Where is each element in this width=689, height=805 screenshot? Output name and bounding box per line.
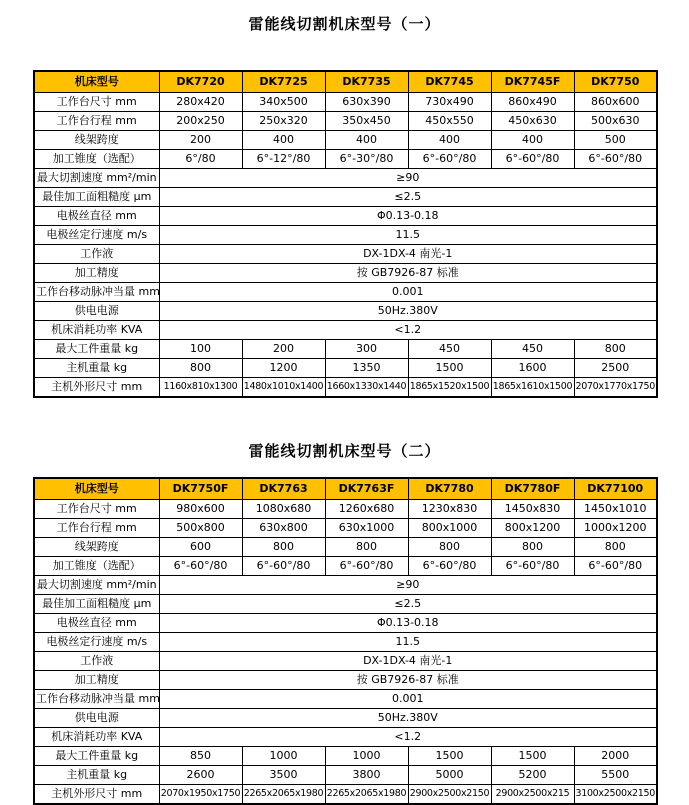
table-row	[34, 283, 657, 302]
value-cell: 1660x1330x1440	[325, 378, 408, 398]
model-header-cell: DK7725	[242, 71, 325, 93]
value-cell: 850	[159, 747, 242, 766]
merged-value-cell: ≥90	[159, 576, 657, 595]
row-label-cell: 最大工件重量 kg	[34, 747, 159, 766]
row-label-cell: 电极丝直径 mm	[34, 614, 159, 633]
merged-value-cell: ≤2.5	[159, 595, 657, 614]
table-row	[34, 652, 657, 671]
value-cell: 450	[491, 340, 574, 359]
value-cell: 860x600	[574, 93, 657, 112]
value-cell: 2000	[574, 747, 657, 766]
row-label-cell: 最佳加工面粗糙度 μm	[34, 188, 159, 207]
value-cell: 800	[574, 340, 657, 359]
value-cell: 6°-30°/80	[325, 150, 408, 169]
row-label-cell: 最大切割速度 mm²/min	[34, 576, 159, 595]
value-cell: 800	[408, 538, 491, 557]
value-cell: 400	[491, 131, 574, 150]
table-row	[34, 188, 657, 207]
value-cell: 6°-60°/80	[491, 150, 574, 169]
row-label-cell: 线架跨度	[34, 538, 159, 557]
value-cell: 800x1200	[491, 519, 574, 538]
value-cell: 1230x830	[408, 500, 491, 519]
model-header-cell: DK7750F	[159, 478, 242, 500]
table-row	[34, 264, 657, 283]
value-cell: 2265x2065x1980	[325, 785, 408, 805]
merged-value-cell: DX-1DX-4 南光-1	[159, 652, 657, 671]
value-cell: 6°-60°/80	[242, 557, 325, 576]
table-row	[34, 595, 657, 614]
value-cell: 450x550	[408, 112, 491, 131]
table-row	[34, 93, 657, 112]
value-cell: 2265x2065x1980	[242, 785, 325, 805]
row-label-cell: 工作台尺寸 mm	[34, 93, 159, 112]
value-cell: 800	[574, 538, 657, 557]
model-header-cell: DK7720	[159, 71, 242, 93]
value-cell: 1480x1010x1400	[242, 378, 325, 398]
merged-value-cell: 50Hz.380V	[159, 709, 657, 728]
spec-table-2-body	[34, 500, 657, 805]
table-row	[34, 321, 657, 340]
value-cell: 340x500	[242, 93, 325, 112]
merged-value-cell: 11.5	[159, 226, 657, 245]
row-label-cell: 主机重量 kg	[34, 359, 159, 378]
table-row	[34, 131, 657, 150]
value-cell: 200	[242, 340, 325, 359]
value-cell: 3100x2500x2150	[574, 785, 657, 805]
model-header-cell: DK7780	[408, 478, 491, 500]
value-cell: 400	[408, 131, 491, 150]
merged-value-cell: <1.2	[159, 321, 657, 340]
value-cell: 800	[159, 359, 242, 378]
merged-value-cell: <1.2	[159, 728, 657, 747]
table-row	[34, 557, 657, 576]
table-header-label: 机床型号	[34, 478, 159, 500]
value-cell: 6°-60°/80	[574, 150, 657, 169]
value-cell: 2900x2500x215	[491, 785, 574, 805]
value-cell: 1160x810x1300	[159, 378, 242, 398]
merged-value-cell: DX-1DX-4 南光-1	[159, 245, 657, 264]
table-row	[34, 728, 657, 747]
table-row	[34, 576, 657, 595]
row-label-cell: 最大切割速度 mm²/min	[34, 169, 159, 188]
row-label-cell: 主机外形尺寸 mm	[34, 378, 159, 398]
row-label-cell: 加工锥度（选配）	[34, 557, 159, 576]
row-label-cell: 电极丝直径 mm	[34, 207, 159, 226]
value-cell: 2600	[159, 766, 242, 785]
value-cell: 1500	[491, 747, 574, 766]
table-row	[34, 207, 657, 226]
table-row	[34, 709, 657, 728]
value-cell: 6°-12°/80	[242, 150, 325, 169]
table-row	[34, 302, 657, 321]
value-cell: 6°-60°/80	[159, 557, 242, 576]
row-label-cell: 工作台移动脉冲当量 mm	[34, 690, 159, 709]
spec-table-1-body	[34, 93, 657, 398]
value-cell: 800	[242, 538, 325, 557]
table-row	[34, 359, 657, 378]
value-cell: 800x1000	[408, 519, 491, 538]
value-cell: 1000	[325, 747, 408, 766]
table-1-title: 雷能线切割机床型号（一）	[248, 15, 441, 33]
table-row	[34, 766, 657, 785]
value-cell: 6°/80	[159, 150, 242, 169]
table-row	[34, 378, 657, 398]
row-label-cell: 最大工件重量 kg	[34, 340, 159, 359]
spec-table-2	[33, 477, 658, 805]
row-label-cell: 供电电源	[34, 302, 159, 321]
table-row	[34, 633, 657, 652]
merged-value-cell: ≤2.5	[159, 188, 657, 207]
value-cell: 1200	[242, 359, 325, 378]
table-row	[34, 671, 657, 690]
row-label-cell: 最佳加工面粗糙度 μm	[34, 595, 159, 614]
row-label-cell: 供电电源	[34, 709, 159, 728]
value-cell: 1000	[242, 747, 325, 766]
value-cell: 400	[325, 131, 408, 150]
value-cell: 5200	[491, 766, 574, 785]
row-label-cell: 加工精度	[34, 671, 159, 690]
value-cell: 350x450	[325, 112, 408, 131]
value-cell: 3800	[325, 766, 408, 785]
value-cell: 1260x680	[325, 500, 408, 519]
value-cell: 100	[159, 340, 242, 359]
value-cell: 1000x1200	[574, 519, 657, 538]
header-row	[34, 478, 657, 500]
row-label-cell: 机床消耗功率 KVA	[34, 728, 159, 747]
row-label-cell: 工作台尺寸 mm	[34, 500, 159, 519]
merged-value-cell: Φ0.13-0.18	[159, 207, 657, 226]
value-cell: 450	[408, 340, 491, 359]
value-cell: 980x600	[159, 500, 242, 519]
table-row	[34, 785, 657, 805]
value-cell: 800	[491, 538, 574, 557]
value-cell: 450x630	[491, 112, 574, 131]
value-cell: 1080x680	[242, 500, 325, 519]
value-cell: 1865x1520x1500	[408, 378, 491, 398]
value-cell: 2900x2500x2150	[408, 785, 491, 805]
value-cell: 6°-60°/80	[408, 557, 491, 576]
value-cell: 200x250	[159, 112, 242, 131]
row-label-cell: 工作液	[34, 245, 159, 264]
row-label-cell: 电极丝定行速度 m/s	[34, 633, 159, 652]
row-label-cell: 电极丝定行速度 m/s	[34, 226, 159, 245]
value-cell: 1350	[325, 359, 408, 378]
spec-table-1	[33, 70, 658, 398]
table-row	[34, 226, 657, 245]
value-cell: 5000	[408, 766, 491, 785]
merged-value-cell: Φ0.13-0.18	[159, 614, 657, 633]
header-row	[34, 71, 657, 93]
value-cell: 2070x1950x1750	[159, 785, 242, 805]
merged-value-cell: ≥90	[159, 169, 657, 188]
row-label-cell: 工作台行程 mm	[34, 112, 159, 131]
value-cell: 730x490	[408, 93, 491, 112]
value-cell: 1600	[491, 359, 574, 378]
row-label-cell: 工作台行程 mm	[34, 519, 159, 538]
value-cell: 500x800	[159, 519, 242, 538]
value-cell: 860x490	[491, 93, 574, 112]
model-header-cell: DK77100	[574, 478, 657, 500]
table-2-title: 雷能线切割机床型号（二）	[248, 442, 441, 460]
value-cell: 280x420	[159, 93, 242, 112]
model-header-cell: DK7745F	[491, 71, 574, 93]
value-cell: 250x320	[242, 112, 325, 131]
table-row	[34, 747, 657, 766]
row-label-cell: 主机重量 kg	[34, 766, 159, 785]
value-cell: 6°-60°/80	[491, 557, 574, 576]
value-cell: 800	[325, 538, 408, 557]
value-cell: 600	[159, 538, 242, 557]
model-header-cell: DK7763	[242, 478, 325, 500]
row-label-cell: 工作液	[34, 652, 159, 671]
value-cell: 630x390	[325, 93, 408, 112]
merged-value-cell: 11.5	[159, 633, 657, 652]
model-header-cell: DK7735	[325, 71, 408, 93]
merged-value-cell: 0.001	[159, 283, 657, 302]
table-row	[34, 245, 657, 264]
row-label-cell: 线架跨度	[34, 131, 159, 150]
value-cell: 2070x1770x1750	[574, 378, 657, 398]
value-cell: 6°-60°/80	[574, 557, 657, 576]
row-label-cell: 加工锥度（选配）	[34, 150, 159, 169]
model-header-cell: DK7780F	[491, 478, 574, 500]
model-header-cell: DK7763F	[325, 478, 408, 500]
value-cell: 2500	[574, 359, 657, 378]
table-row	[34, 519, 657, 538]
spec-table-1-head	[34, 71, 657, 93]
value-cell: 630x1000	[325, 519, 408, 538]
spec-table-2-head	[34, 478, 657, 500]
table-row	[34, 340, 657, 359]
value-cell: 630x800	[242, 519, 325, 538]
value-cell: 1865x1610x1500	[491, 378, 574, 398]
merged-value-cell: 0.001	[159, 690, 657, 709]
row-label-cell: 工作台移动脉冲当量 mm	[34, 283, 159, 302]
value-cell: 5500	[574, 766, 657, 785]
merged-value-cell: 按 GB7926-87 标准	[159, 671, 657, 690]
table-row	[34, 538, 657, 557]
value-cell: 3500	[242, 766, 325, 785]
table-row	[34, 150, 657, 169]
value-cell: 1450x1010	[574, 500, 657, 519]
row-label-cell: 机床消耗功率 KVA	[34, 321, 159, 340]
merged-value-cell: 按 GB7926-87 标准	[159, 264, 657, 283]
value-cell: 400	[242, 131, 325, 150]
model-header-cell: DK7745	[408, 71, 491, 93]
value-cell: 6°-60°/80	[325, 557, 408, 576]
row-label-cell: 主机外形尺寸 mm	[34, 785, 159, 805]
value-cell: 1500	[408, 359, 491, 378]
value-cell: 200	[159, 131, 242, 150]
table-header-label: 机床型号	[34, 71, 159, 93]
row-label-cell: 加工精度	[34, 264, 159, 283]
table-row	[34, 169, 657, 188]
table-row	[34, 614, 657, 633]
model-header-cell: DK7750	[574, 71, 657, 93]
value-cell: 1450x830	[491, 500, 574, 519]
value-cell: 6°-60°/80	[408, 150, 491, 169]
table-row	[34, 690, 657, 709]
value-cell: 500	[574, 131, 657, 150]
value-cell: 1500	[408, 747, 491, 766]
merged-value-cell: 50Hz.380V	[159, 302, 657, 321]
value-cell: 500x630	[574, 112, 657, 131]
table-row	[34, 500, 657, 519]
value-cell: 300	[325, 340, 408, 359]
table-row	[34, 112, 657, 131]
